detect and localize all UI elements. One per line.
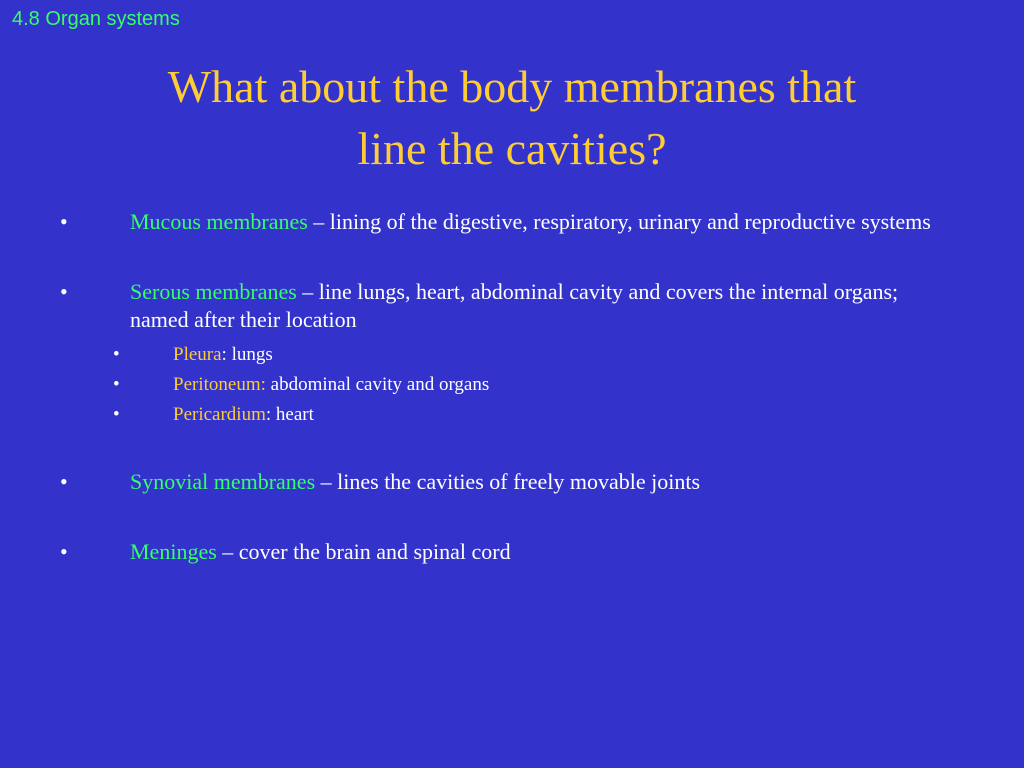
definition-pleura: : lungs [221, 344, 273, 365]
bullet-synovial [0, 468, 950, 496]
definition-synovial: – lines the cavities of freely movable joints [315, 469, 701, 494]
sub-bullet-marker: • [113, 404, 120, 425]
sub-bullet-pleura [0, 340, 1024, 370]
bullet-list [0, 208, 1024, 566]
term-synovial-membranes: Synovial membranes [130, 469, 316, 494]
sub-bullet-marker: • [113, 374, 120, 395]
bullet-serous [0, 278, 950, 334]
term-meninges: Meninges [130, 539, 217, 564]
sub-bullet-pericardium [0, 400, 1024, 430]
term-serous-membranes: Serous membranes [130, 279, 297, 304]
term-peritoneum: Peritoneum: [173, 374, 266, 395]
bullet-mucous [0, 208, 950, 236]
bullet-meninges [0, 538, 950, 566]
definition-pericardium: : heart [265, 404, 314, 425]
definition-serous: – line lungs, heart, abdominal cavity and covers the internal organs; named after their location [130, 279, 899, 332]
definition-mucous: – lining of the digestive, respiratory, urinary and reproductive systems [307, 209, 931, 234]
bullet-marker: • [60, 539, 68, 564]
slide-title [0, 56, 1024, 180]
title-line-2: line the cavities? [357, 123, 667, 174]
sub-bullet-marker: • [113, 344, 120, 365]
bullet-marker: • [60, 469, 68, 494]
sub-bullet-peritoneum [0, 370, 1024, 400]
term-pleura: Pleura [173, 344, 222, 365]
definition-meninges: – cover the brain and spinal cord [216, 539, 511, 564]
bullet-marker: • [60, 209, 68, 234]
bullet-marker: • [60, 279, 68, 304]
title-line-1: What about the body membranes that [167, 61, 857, 112]
term-pericardium: Pericardium [173, 404, 266, 425]
term-mucous-membranes: Mucous membranes [130, 209, 308, 234]
section-label: 4.8 Organ systems [12, 8, 180, 30]
definition-peritoneum: abdominal cavity and organs [265, 374, 490, 395]
